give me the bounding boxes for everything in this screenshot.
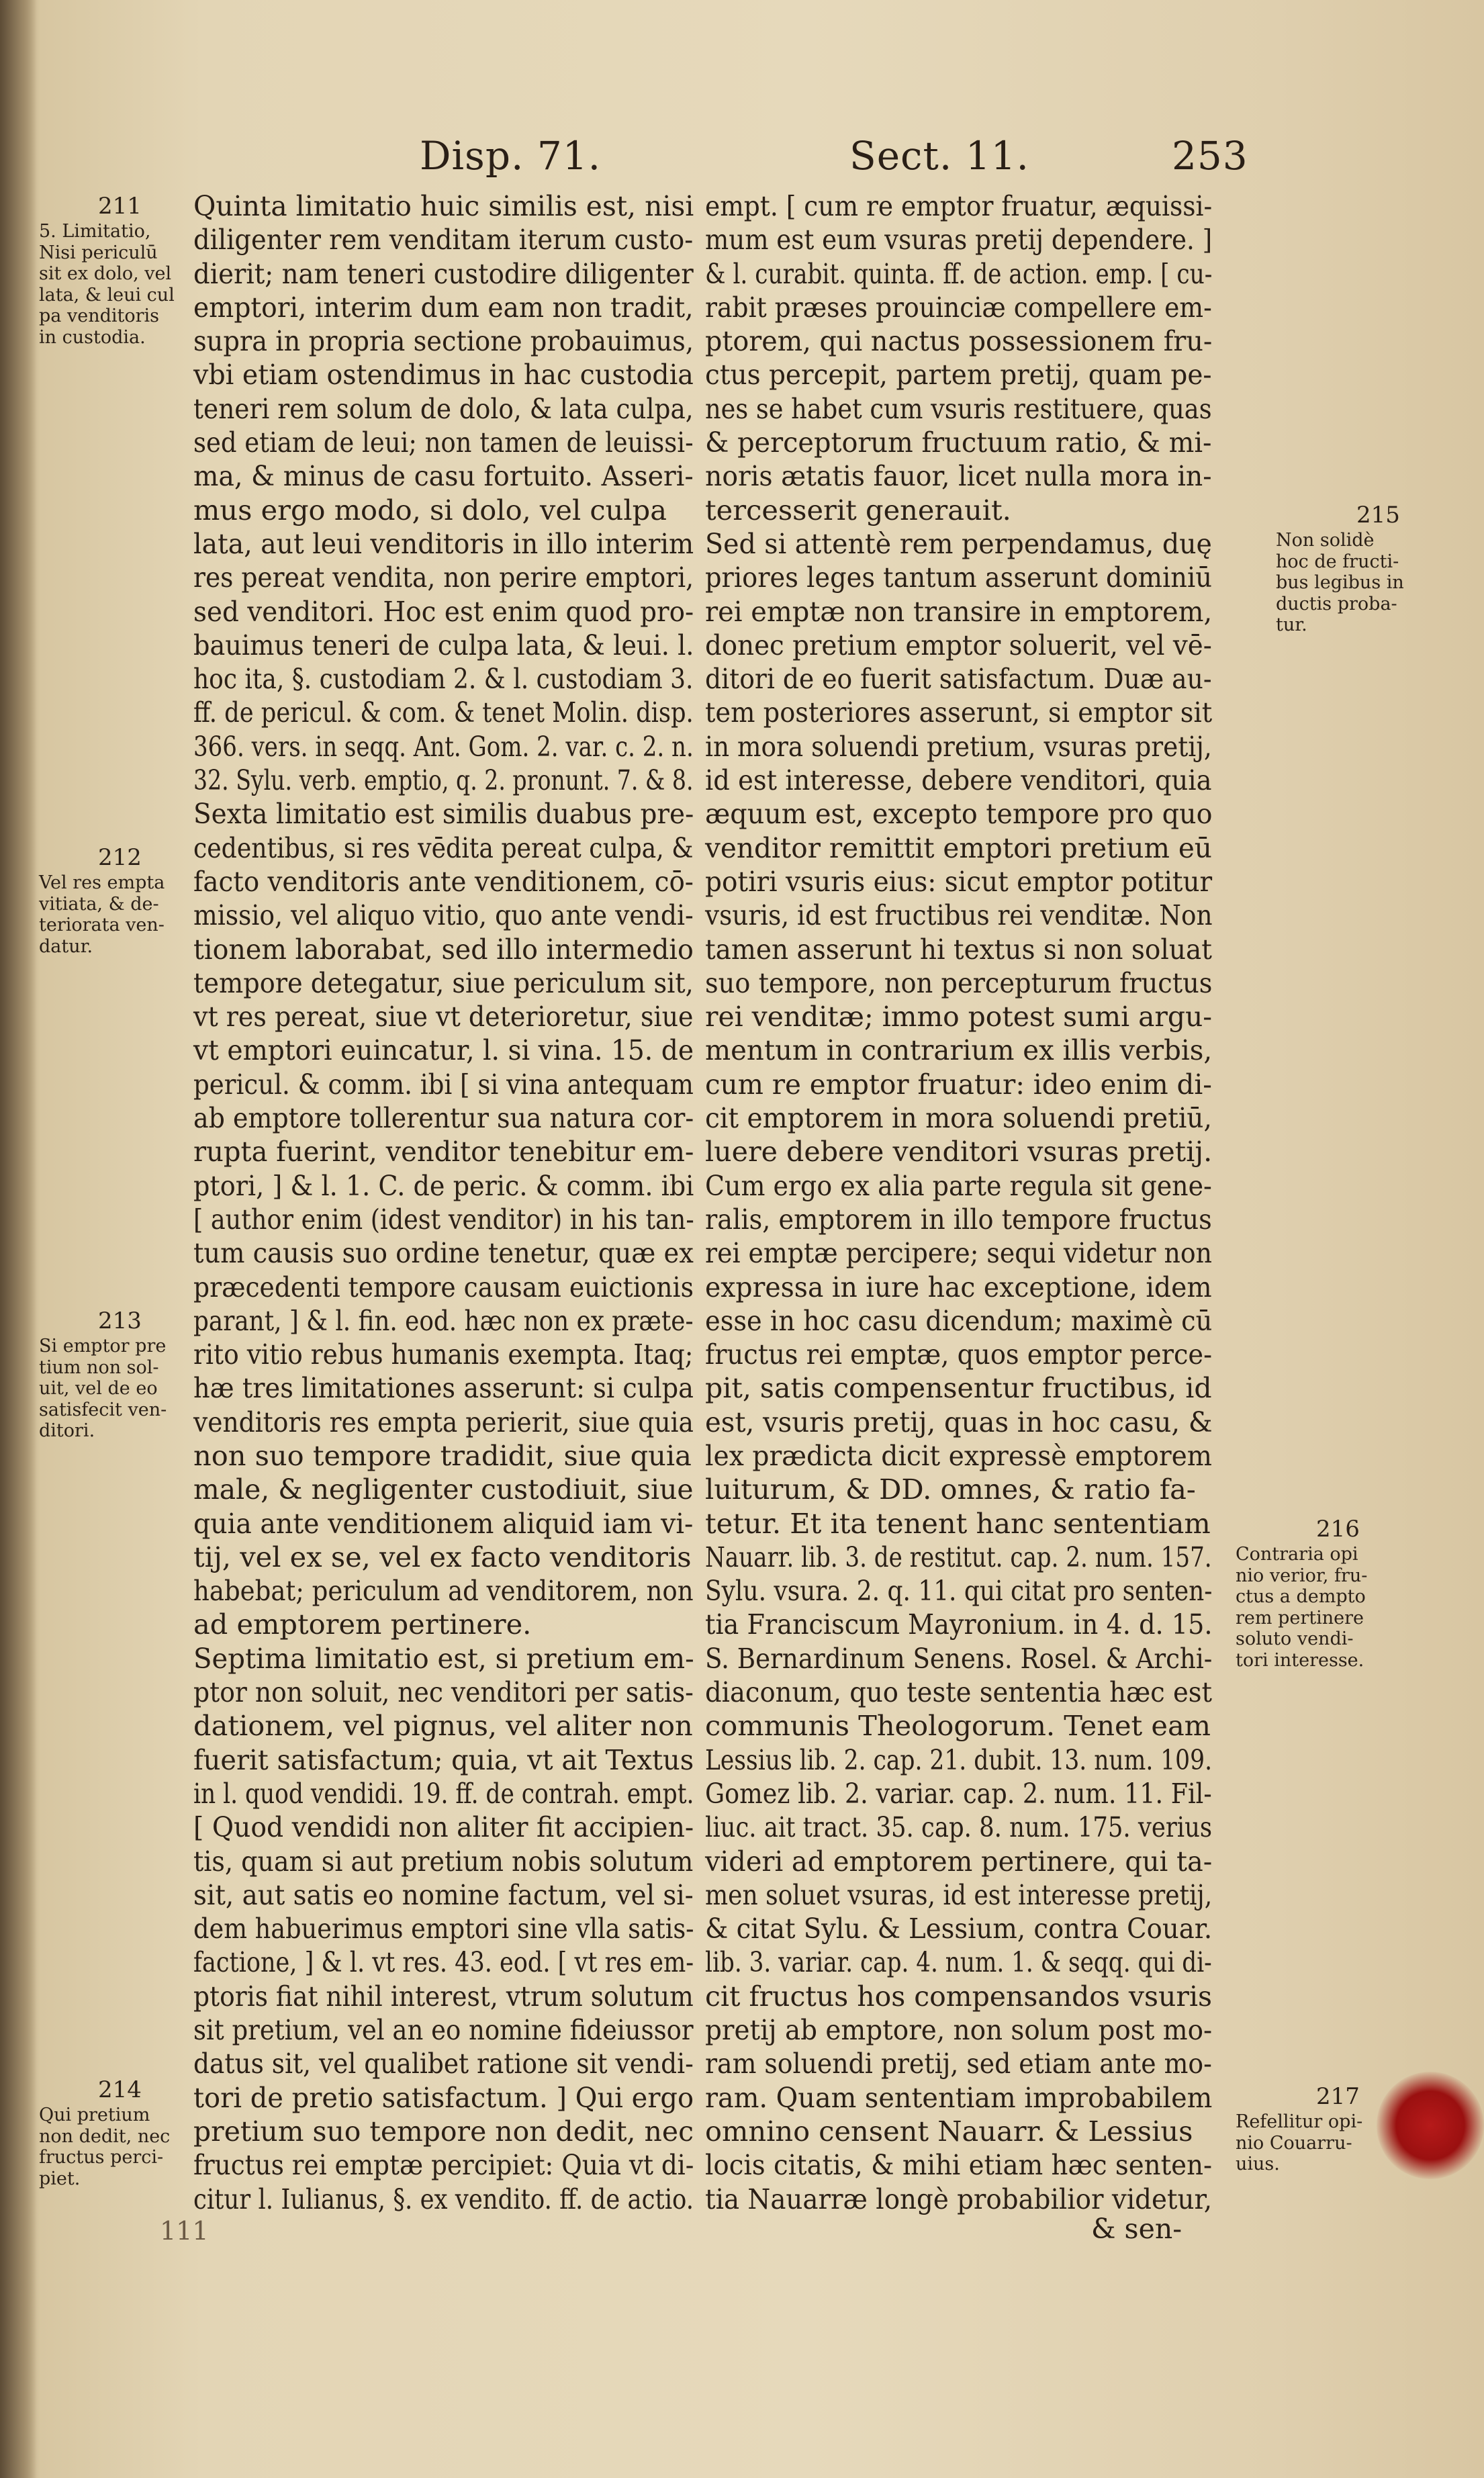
text-line: Quinta limitatio huic similis est, nisi — [193, 189, 694, 222]
text-line: citur l. Iulianus, §. ex vendito. ff. de actio. — [193, 2182, 694, 2215]
text-line: tum causis suo ordine tenetur, quæ ex — [193, 1236, 694, 1270]
margin-note-line: nio Couarru- — [1236, 2132, 1352, 2154]
text-line: empt. [ cum re emptor fruatur, æquissi- — [705, 189, 1213, 222]
text-line: [ Quod vendidi non aliter fit accipien- — [193, 1810, 694, 1844]
text-line: luere debere venditori vsuras pretij. — [705, 1135, 1213, 1168]
margin-note-line: nio verior, fru- — [1236, 1565, 1368, 1586]
text-line: rabit præses prouinciæ compellere em- — [705, 290, 1212, 324]
text-line: ptor non soluit, nec venditori per satis- — [193, 1676, 694, 1709]
text-line: rei emptæ percipere; sequi videtur non — [705, 1236, 1212, 1270]
margin-note-line: satisfecit ven- — [39, 1399, 167, 1420]
text-line: ptoris fiat nihil interest, vtrum solutum — [193, 1979, 694, 2013]
text-line: ab emptore tollerentur sua natura cor- — [193, 1101, 694, 1135]
margin-note-line: Si emptor pre — [39, 1336, 167, 1357]
text-line: ff. de pericul. & com. & tenet Molin. disp. — [193, 696, 694, 729]
text-line: tia Nauarræ longè probabilior videtur, — [705, 2182, 1213, 2215]
text-line: S. Bernardinum Senens. Rosel. & Archi- — [705, 1641, 1213, 1675]
margin-note-line: datur. — [39, 935, 93, 957]
text-line: [ author enim (idest venditor) in his tan- — [193, 1202, 694, 1236]
margin-note-line: uius. — [1236, 2154, 1280, 2174]
margin-note — [39, 1306, 167, 1442]
text-line: locis citatis, & mihi etiam hæc senten- — [705, 2148, 1213, 2182]
catchword: & sen- — [1091, 2213, 1182, 2245]
text-line: in mora soluendi pretium, vsuras pretij, — [705, 729, 1212, 763]
margin-note-line: tori interesse. — [1236, 1649, 1364, 1671]
text-line: æquum est, excepto tempore pro quo — [705, 797, 1213, 831]
text-line: sed etiam de leui; non tamen de leuissi- — [193, 426, 694, 459]
margin-note-line: Vel res empta — [39, 872, 165, 893]
text-line: videri ad emptorem pertinere, qui ta- — [705, 1844, 1213, 1878]
text-line: parant, ] & l. fin. eod. hæc non ex præte- — [193, 1303, 694, 1337]
text-line: tempore detegatur, siue periculum sit, — [193, 966, 694, 999]
text-line: male, & negligenter custodiuit, siue — [193, 1473, 694, 1506]
binding-gutter-shadow — [0, 0, 37, 2478]
text-line: tem posteriores asserunt, si emptor sit — [705, 696, 1213, 729]
text-line: ralis, emptorem in illo tempore fructus — [705, 1202, 1212, 1236]
running-header-section: Sect. 11. — [849, 133, 1029, 179]
text-line: donec pretium emptor soluerit, vel vē- — [705, 628, 1212, 661]
margin-note-number: 211 — [98, 193, 142, 220]
text-line: pretium suo tempore non dedit, nec — [193, 2114, 694, 2148]
text-line: Sed si attentè rem perpendamus, duę — [705, 526, 1212, 560]
text-line: diligenter rem venditam iterum custo- — [193, 223, 694, 257]
text-line: dem habuerimus emptori sine vlla satis- — [193, 1912, 694, 1945]
text-line: Nauarr. lib. 3. de restitut. cap. 2. num. 157. — [705, 1540, 1212, 1573]
margin-note-line: lata, & leui cul — [39, 284, 175, 306]
text-line: vt res pereat, siue vt deterioretur, siue — [193, 1000, 694, 1034]
text-line: mus ergo modo, si dolo, vel culpa — [193, 493, 667, 526]
text-line: & perceptorum fructuum ratio, & mi- — [705, 426, 1212, 459]
text-line: Lessius lib. 2. cap. 21. dubit. 13. num. 109. — [705, 1743, 1213, 1776]
text-line: rito vitio rebus humanis exempta. Itaq; — [193, 1338, 694, 1371]
text-line: ptori, ] & l. 1. C. de peric. & comm. ibi — [193, 1168, 694, 1202]
text-line: id est interesse, debere venditori, quia — [705, 764, 1212, 797]
text-line: fructus rei emptæ percipiet: Quia vt di- — [193, 2148, 694, 2182]
text-line: communis Theologorum. Tenet eam — [705, 1709, 1211, 1743]
text-line: mum est eum vsuras pretij dependere. ] — [705, 223, 1213, 257]
text-line: sit pretium, vel an eo nomine fideiussor — [193, 2013, 694, 2047]
text-line: nes se habet cum vsuris restituere, quas — [705, 392, 1212, 425]
text-line: potiri vsuris eius: sicut emptor potitur — [705, 864, 1213, 898]
page-number: 253 — [1172, 133, 1248, 179]
text-line: bauimus teneri de culpa lata, & leui. l. — [193, 628, 694, 661]
text-line: lex prædicta dicit expressè emptorem — [705, 1438, 1212, 1472]
margin-note — [1276, 500, 1404, 636]
text-line: lib. 3. variar. cap. 4. num. 1. & seqq. qui di- — [705, 1945, 1212, 1979]
signature-mark: 111 — [160, 2216, 209, 2246]
margin-note-number: 212 — [98, 844, 142, 871]
margin-note-line: tur. — [1276, 614, 1307, 635]
text-line: pretij ab emptore, non solum post mo- — [705, 2013, 1213, 2047]
text-line: Gomez lib. 2. variar. cap. 2. num. 11. Fil- — [705, 1776, 1212, 1810]
text-line: quia ante venditionem aliquid iam vi- — [193, 1506, 694, 1540]
margin-note-line: Contraria opi — [1236, 1544, 1358, 1565]
margin-note-line: tium non sol- — [39, 1357, 159, 1378]
text-line: dationem, vel pignus, vel aliter non — [193, 1709, 693, 1743]
text-line: res pereat vendita, non perire emptori, — [193, 561, 694, 594]
text-line: pit, satis compensentur fructibus, id — [705, 1371, 1212, 1405]
text-line: dierit; nam teneri custodire diligenter — [193, 257, 694, 290]
margin-note-number: 213 — [98, 1307, 142, 1334]
margin-note-line: ctus a dempto — [1236, 1586, 1366, 1607]
text-line: ma, & minus de casu fortuito. Asseri- — [193, 459, 694, 493]
text-line: tis, quam si aut pretium nobis solutum — [193, 1844, 694, 1878]
text-line: non suo tempore tradidit, siue quia — [193, 1438, 692, 1472]
text-line: expressa in iure hac exceptione, idem — [705, 1270, 1212, 1303]
text-line: 32. Sylu. verb. emptio, q. 2. pronunt. 7. & 8. — [193, 764, 694, 797]
text-line: Cum ergo ex alia parte regula sit gene- — [705, 1168, 1212, 1202]
text-line: & l. curabit. quinta. ff. de action. emp. [ cu- — [705, 257, 1213, 290]
text-line: fructus rei emptæ, quos emptor perce- — [705, 1338, 1213, 1371]
text-line: Sylu. vsura. 2. q. 11. qui citat pro senten- — [705, 1574, 1213, 1608]
text-line: ditori de eo fuerit satisfactum. Duæ au- — [705, 662, 1212, 696]
text-line: ram. Quam sententiam improbabilem — [705, 2080, 1213, 2114]
text-line: priores leges tantum asserunt dominiū — [705, 561, 1212, 594]
margin-note-line: uit, vel de eo — [39, 1378, 158, 1399]
margin-note-line: sit ex dolo, vel — [39, 263, 172, 284]
margin-note-line: 5. Limitatio, — [39, 221, 151, 242]
text-line: hæ tres limitationes asserunt: si culpa — [193, 1371, 694, 1405]
text-line: pericul. & comm. ibi [ si vina antequam — [193, 1067, 694, 1101]
text-line: men soluet vsuras, id est interesse pretij, — [705, 1878, 1213, 1911]
margin-note-line: Nisi periculū — [39, 242, 158, 263]
text-line: 366. vers. in seqq. Ant. Gom. 2. var. c. 2. n. — [193, 729, 694, 763]
margin-note — [39, 191, 175, 348]
text-line: cum re emptor fruatur: ideo enim di- — [705, 1067, 1212, 1101]
margin-note-line: ductis proba- — [1276, 593, 1397, 614]
margin-note-number: 216 — [1316, 1516, 1360, 1543]
text-line: in l. quod vendidi. 19. ff. de contrah. empt. — [193, 1776, 694, 1810]
text-line: tetur. Et ita tenent hanc sententiam — [705, 1506, 1211, 1540]
margin-note-line: fructus perci- — [39, 2147, 164, 2168]
margin-note-line: piet. — [39, 2168, 81, 2189]
text-line: tori de pretio satisfactum. ] Qui ergo — [193, 2080, 694, 2114]
text-line: sed venditori. Hoc est enim quod pro- — [193, 594, 694, 628]
margin-note-line: vitiata, & de- — [39, 893, 159, 915]
margin-note-line: rem pertinere — [1236, 1607, 1364, 1628]
margin-note-number: 215 — [1356, 502, 1400, 529]
text-line: teneri rem solum de dolo, & lata culpa, — [193, 392, 694, 425]
margin-note — [39, 843, 165, 957]
margin-note-line: teriorata ven- — [39, 915, 165, 935]
text-line: tionem laborabat, sed illo intermedio — [193, 932, 694, 966]
margin-note-number: 217 — [1316, 2083, 1360, 2110]
text-line: tercesserit generauit. — [705, 493, 1011, 526]
text-line: Sexta limitatio est similis duabus pre- — [193, 797, 694, 831]
text-line: emptori, interim dum eam non tradit, — [193, 290, 694, 324]
text-line: noris ætatis fauor, licet nulla mora in- — [705, 459, 1212, 493]
text-line: venditoris res empta perierit, siue quia — [193, 1405, 694, 1438]
text-line: cit fructus hos compensandos vsuris — [705, 1979, 1213, 2013]
text-line: sit, aut satis eo nomine factum, vel si- — [193, 1878, 694, 1911]
text-line: rupta fuerint, venditor tenebitur em- — [193, 1135, 694, 1168]
text-line: esse in hoc casu dicendum; maximè cū — [705, 1303, 1213, 1337]
text-line: habebat; periculum ad venditorem, non — [193, 1574, 694, 1608]
text-line: luiturum, & DD. omnes, & ratio fa- — [705, 1473, 1196, 1506]
text-line: factione, ] & l. vt res. 43. eod. [ vt res em- — [193, 1945, 694, 1979]
margin-note-line: Refellitur opi- — [1236, 2111, 1363, 2132]
right-text-column — [705, 189, 1321, 2216]
margin-note-line: non dedit, nec — [39, 2125, 171, 2147]
red-ink-stain — [1377, 2072, 1484, 2179]
text-line: ram soluendi pretij, sed etiam ante mo- — [705, 2047, 1212, 2080]
text-line: cit emptorem in mora soluendi pretiū, — [705, 1101, 1212, 1135]
text-line: tij, vel ex se, vel ex facto venditoris — [193, 1540, 692, 1573]
text-line: cedentibus, si res vēdita pereat culpa, & — [193, 831, 694, 864]
text-line: suo tempore, non percepturum fructus — [705, 966, 1213, 999]
text-line: venditor remittit emptori pretium eū — [705, 831, 1212, 864]
text-line: missio, vel aliquo vitio, quo ante vendi- — [193, 899, 694, 932]
text-line: ad emptorem pertinere. — [193, 1608, 532, 1641]
text-line: rei venditæ; immo potest sumi argu- — [705, 1000, 1213, 1034]
running-header-disputation: Disp. 71. — [420, 133, 602, 179]
text-line: ptorem, qui nactus possessionem fru- — [705, 324, 1213, 358]
margin-note — [1236, 2082, 1362, 2175]
margin-note — [1236, 1514, 1367, 1671]
text-line: præcedenti tempore causam euictionis — [193, 1270, 694, 1303]
margin-note-line: Non solidè — [1276, 530, 1375, 551]
text-line: lata, aut leui venditoris in illo interim — [193, 526, 694, 560]
margin-note-line: soluto vendi- — [1236, 1628, 1354, 1649]
text-line: vbi etiam ostendimus in hac custodia — [193, 358, 694, 392]
margin-note-line: ditori. — [39, 1420, 95, 1441]
margin-note — [39, 2075, 170, 2189]
text-line: omnino censent Nauarr. & Lessius — [705, 2114, 1193, 2148]
margin-note-line: hoc de fructi- — [1276, 551, 1399, 572]
margin-note-line: Qui pretium — [39, 2105, 150, 2125]
text-line: rei emptæ non transire in emptorem, — [705, 594, 1213, 628]
text-line: supra in propria sectione probauimus, — [193, 324, 694, 358]
text-line: tamen asserunt hi textus si non soluat — [705, 932, 1212, 966]
text-line: mentum in contrarium ex illis verbis, — [705, 1034, 1213, 1067]
margin-note-number: 214 — [98, 2076, 142, 2103]
text-line: vt emptori euincatur, l. si vina. 15. de — [193, 1034, 694, 1067]
text-line: & citat Sylu. & Lessium, contra Couar. — [705, 1912, 1213, 1945]
text-line: datus sit, vel qualibet ratione sit vendi- — [193, 2047, 694, 2080]
text-line: liuc. ait tract. 35. cap. 8. num. 175. verius — [705, 1810, 1213, 1844]
text-line: hoc ita, §. custodiam 2. & l. custodiam 3. — [193, 662, 694, 696]
text-line: Septima limitatio est, si pretium em- — [193, 1641, 694, 1675]
margin-note-line: bus legibus in — [1276, 572, 1404, 593]
text-line: diaconum, quo teste sententia hæc est — [705, 1676, 1213, 1709]
margin-note-line: pa venditoris — [39, 306, 160, 326]
text-line: fuerit satisfactum; quia, vt ait Textus — [193, 1743, 694, 1776]
margin-note-line: in custodia. — [39, 326, 146, 348]
text-line: vsuris, id est fructibus rei venditæ. Non — [705, 899, 1213, 932]
text-line: est, vsuris pretij, quas in hoc casu, & — [705, 1405, 1213, 1438]
text-line: facto venditoris ante venditionem, cō- — [193, 864, 694, 898]
text-line: tia Franciscum Mayronium. in 4. d. 15. — [705, 1608, 1213, 1641]
text-line: ctus percepit, partem pretij, quam pe- — [705, 358, 1212, 392]
